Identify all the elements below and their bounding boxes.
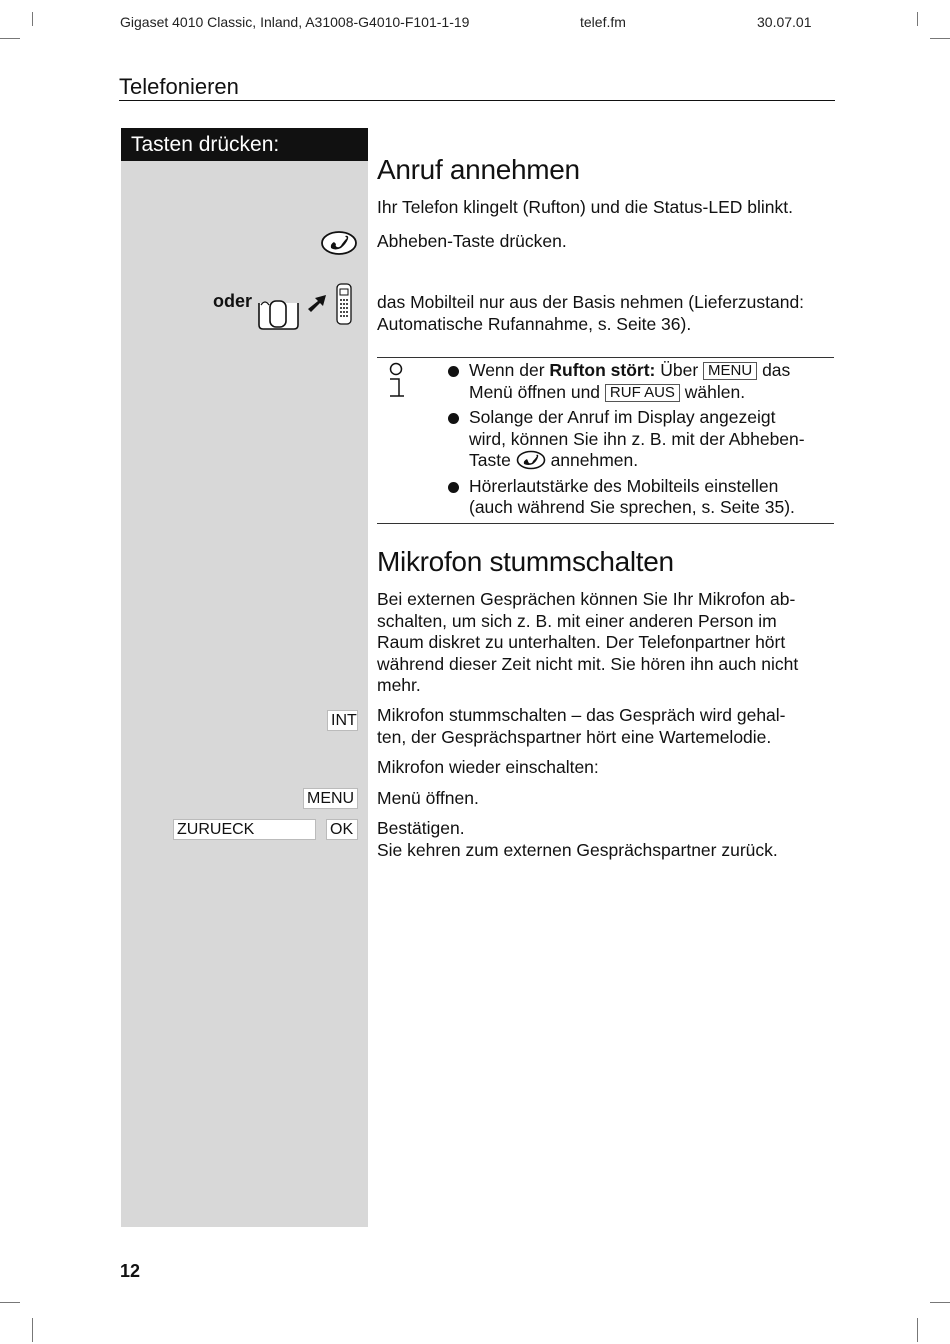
- mikro-intro: [377, 589, 835, 697]
- handset-in-base-icon: [256, 295, 302, 333]
- mikro-step-ok: [377, 818, 835, 861]
- anruf-step-base-line2: Automatische Rufannahme, s. Seite 36).: [377, 313, 692, 334]
- note2-text: Solange der Anruf im Display angezeigt: [469, 407, 776, 427]
- crop-mark: [917, 1318, 918, 1342]
- phone-lift-icon: [516, 450, 546, 470]
- mikro-reenable: Mikrofon wieder einschalten:: [377, 757, 599, 777]
- heading-mikrofon-stummschalten: Mikrofon stummschalten: [377, 546, 674, 577]
- sidebar-title: Tasten drücken:: [121, 128, 368, 161]
- heading-anruf-annehmen: Anruf annehmen: [377, 154, 580, 185]
- arrow-icon: [306, 293, 328, 313]
- note2-text: annehmen.: [545, 450, 639, 470]
- mikro-step-int-line2: ten, der Gesprächspartner hört eine Wartemelodie.: [377, 726, 772, 747]
- note3-text: Hörerlautstärke des Mobilteils einstellen: [469, 475, 779, 496]
- anruf-step-lift: Abheben-Taste drücken.: [377, 231, 567, 251]
- menu-key[interactable]: MENU: [303, 788, 358, 809]
- info-icon: [385, 361, 411, 401]
- note1-text: Menü öffnen und: [469, 381, 605, 402]
- or-label: oder: [213, 291, 253, 311]
- crop-mark: [0, 38, 20, 39]
- note1-text: wählen.: [679, 381, 746, 402]
- mikro-step-ok-line2: Sie kehren zum externen Gesprächspartner zurück.: [377, 839, 778, 860]
- anruf-notes: [448, 360, 838, 523]
- crop-mark: [917, 12, 918, 26]
- note1-text: das: [757, 360, 791, 380]
- zurueck-softkey[interactable]: ZURUECK: [173, 819, 316, 840]
- phone-lift-icon: [320, 230, 358, 256]
- crop-mark: [930, 38, 950, 39]
- note2-text: Taste: [469, 450, 516, 470]
- ruf-aus-key-inline: RUF AUS: [605, 384, 680, 402]
- note1-bold: Rufton stört:: [549, 360, 656, 380]
- note1-text: Über: [655, 360, 704, 380]
- mikro-intro-line: mehr.: [377, 675, 421, 695]
- mikro-intro-line: während dieser Zeit nicht mit. Sie hören ihn auch nicht: [377, 653, 799, 674]
- mikro-step-int-line1: Mikrofon stummschalten – das Gespräch wird gehal-: [377, 705, 786, 725]
- mikro-intro-line: Raum diskret zu unterhalten. Der Telefonpartner hört: [377, 632, 786, 652]
- crop-mark: [930, 1302, 950, 1303]
- mikro-intro-line: Bei externen Gesprächen können Sie Ihr Mikrofon ab-: [377, 589, 796, 609]
- note-item: [448, 476, 838, 519]
- crop-mark: [0, 1302, 20, 1303]
- crop-mark: [32, 1318, 33, 1342]
- note-item: [448, 407, 838, 472]
- anruf-intro: Ihr Telefon klingelt (Rufton) und die Status-LED blinkt.: [377, 197, 794, 217]
- note-rule-top: [377, 357, 834, 358]
- handset-icon: [334, 282, 354, 326]
- section-title: Telefonieren: [119, 74, 239, 99]
- mikro-step-ok-line1: Bestätigen.: [377, 818, 465, 838]
- header-doc-id: Gigaset 4010 Classic, Inland, A31008-G4010-F101-1-19: [120, 14, 470, 30]
- int-key[interactable]: INT: [327, 710, 358, 731]
- mikro-intro-line: schalten, um sich z. B. mit einer anderen Person im: [377, 610, 777, 631]
- note-item: [448, 360, 838, 403]
- page-number: 12: [120, 1261, 141, 1281]
- section-rule: [119, 100, 835, 101]
- note1-text: Wenn der: [469, 360, 550, 380]
- sidebar: [121, 161, 368, 1227]
- header-file: telef.fm: [580, 14, 626, 30]
- crop-mark: [32, 12, 33, 26]
- menu-key-inline: MENU: [703, 362, 757, 380]
- mikro-step-menu: Menü öffnen.: [377, 788, 479, 808]
- anruf-step-base-line1: das Mobilteil nur aus der Basis nehmen (Lieferzustand:: [377, 292, 805, 312]
- ok-softkey[interactable]: OK: [326, 819, 358, 840]
- note3-text: (auch während Sie sprechen, s. Seite 35).: [469, 497, 795, 517]
- anruf-step-base: [377, 292, 835, 335]
- note-rule-bottom: [377, 523, 834, 524]
- note2-text: wird, können Sie ihn z. B. mit der Abheben-: [469, 428, 805, 449]
- header-date: 30.07.01: [757, 14, 812, 30]
- mikro-step-int: [377, 705, 835, 748]
